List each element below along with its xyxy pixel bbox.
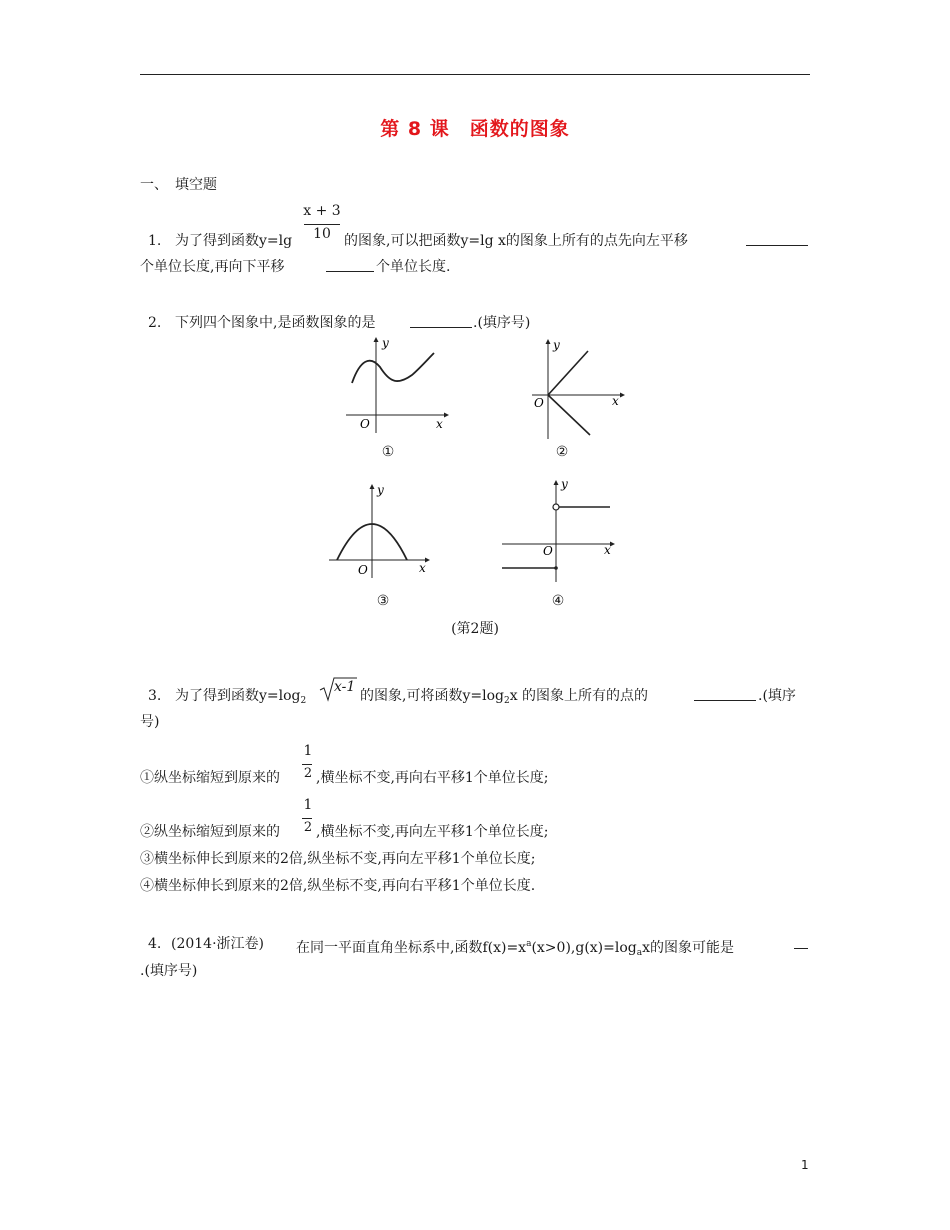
graph-4-y-label: y	[561, 477, 568, 491]
graph-1	[340, 335, 450, 435]
graph-2-origin-label: O	[534, 396, 544, 410]
graph-3-x-label: x	[419, 561, 426, 575]
q3-option-2-suffix: ,横坐标不变,再向左平移1个单位长度;	[316, 824, 549, 840]
q3-log-base: 2	[300, 696, 307, 706]
q1-line2-b: 个单位长度.	[376, 259, 451, 275]
q3-number: 3.	[148, 688, 162, 704]
section-heading: 一、 填空题	[140, 177, 217, 193]
graph-2-x-label: x	[612, 394, 619, 408]
graph-2	[528, 335, 628, 441]
option-2-frac-numerator: 1	[303, 797, 313, 813]
q4-text-line2: .(填序号)	[140, 963, 198, 979]
option-2-frac-bar	[302, 818, 312, 819]
option-1-frac-denominator: 2	[303, 766, 313, 781]
q2-text-end: .(填序号)	[473, 315, 531, 331]
option-1-frac-numerator: 1	[303, 743, 313, 759]
graph-4-x-label: x	[604, 543, 611, 557]
graph-3	[325, 480, 435, 580]
q1-blank-1[interactable]	[746, 231, 808, 250]
q3-option-3: ③横坐标伸长到原来的2倍,纵坐标不变,再向左平移1个单位长度;	[140, 851, 536, 867]
graph-4-label: ④	[551, 593, 565, 609]
q1-line2-a: 个单位长度,再向下平移	[140, 259, 285, 275]
graph-4	[498, 474, 618, 584]
q4-source: (2014·浙江卷)	[171, 936, 265, 952]
header-rule	[140, 74, 810, 75]
q1-fraction-bar	[304, 224, 340, 225]
q3-option-1-prefix: ①纵坐标缩短到原来的	[140, 770, 280, 786]
q3-option-4: ④横坐标伸长到原来的2倍,纵坐标不变,再向右平移1个单位长度.	[140, 878, 536, 894]
q4-exponent: a	[526, 939, 532, 949]
option-1-frac-bar	[302, 764, 312, 765]
q3-text-end: .(填序	[758, 688, 796, 704]
q3-log-base-2: 2	[503, 696, 510, 706]
q3-text-line2: 号)	[140, 714, 160, 730]
page-number: 1	[801, 1158, 809, 1172]
q2-text: 下列四个图象中,是函数图象的是	[175, 315, 376, 331]
q3-text-b: 的图象,可将函数$y=\log_2x$ 的图象上所有的点的	[360, 688, 649, 706]
graph-1-label: ①	[381, 444, 395, 460]
graph-3-label: ③	[376, 593, 390, 609]
graph-1-origin-label: O	[360, 417, 370, 431]
graph-3-y-label: y	[377, 483, 384, 497]
graph-1-y-label: y	[382, 336, 389, 350]
q3-option-1-suffix: ,横坐标不变,再向右平移1个单位长度;	[316, 770, 549, 786]
graph-2-label: ②	[555, 444, 569, 460]
option-2-frac-denominator: 2	[303, 820, 313, 835]
q1-text-b: 的图象,可以把函数y=lg x的图象上所有的点先向左平移	[344, 233, 688, 249]
q3-text-a: 为了得到函数$y=\log_2$	[175, 688, 307, 706]
q4-number: 4.	[148, 936, 162, 952]
q2-blank[interactable]	[410, 313, 472, 332]
q2-caption: (第2题)	[451, 621, 499, 637]
q1-number: 1.	[148, 233, 162, 249]
graph-4-origin-label: O	[543, 544, 553, 558]
page-title: 第 8 课 函数的图象	[380, 118, 570, 140]
q2-number: 2.	[148, 315, 162, 331]
graph-2-y-label: y	[553, 338, 560, 352]
q1-fraction-denominator: 10	[313, 226, 331, 242]
graph-1-x-label: x	[436, 417, 443, 431]
q3-option-2-prefix: ②纵坐标缩短到原来的	[140, 824, 280, 840]
q1-blank-2[interactable]	[326, 257, 374, 276]
q1-fraction-numerator: x + 3	[303, 203, 341, 219]
q4-log-base: a	[636, 948, 643, 958]
q3-radicand: x-1	[334, 679, 356, 695]
q4-text: 在同一平面直角坐标系中,函数$f(x)=x^a(x>0),g(x)=\log_ax$的图象可能是	[296, 939, 735, 958]
graph-3-origin-label: O	[358, 563, 368, 577]
q3-blank[interactable]	[694, 686, 756, 705]
q4-blank[interactable]	[794, 934, 808, 953]
q1-text-a: 为了得到函数y=lg	[175, 233, 293, 249]
